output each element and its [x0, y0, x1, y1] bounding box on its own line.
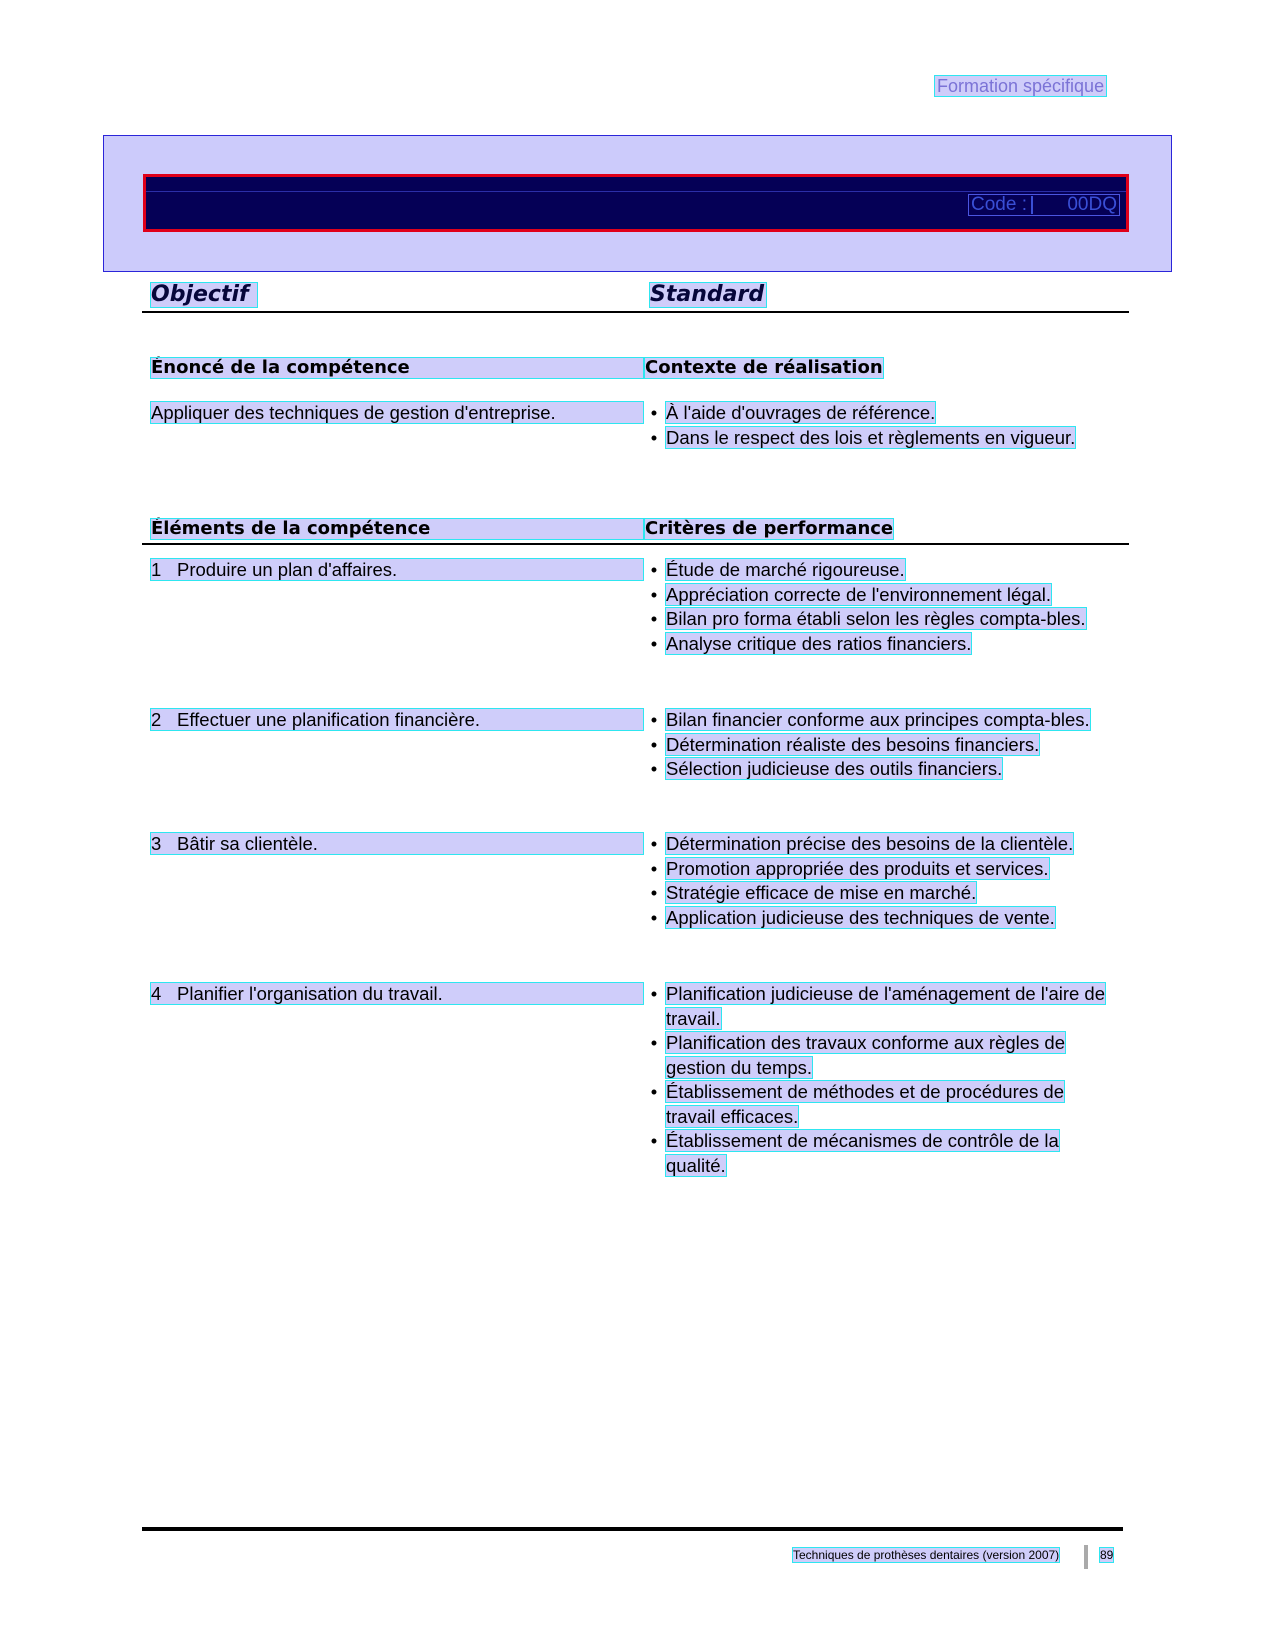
element-number: 1: [151, 559, 162, 580]
criterion-text: Étude de marché rigoureuse.: [666, 559, 905, 580]
running-header: Formation spécifique: [937, 76, 1105, 96]
criterion-text: Détermination réaliste des besoins financiers.: [666, 733, 1040, 755]
criterion-text: Bilan financier conforme aux principes compta-bles.: [666, 709, 1090, 730]
criteria-list: [644, 832, 1114, 930]
header-divider: [146, 191, 1126, 192]
criteria-list: [644, 708, 1114, 782]
bullet-icon: •: [650, 833, 658, 854]
bullet-icon: •: [650, 1081, 658, 1102]
bullet-icon: •: [650, 402, 658, 423]
criterion-text: Détermination précise des besoins de la clientèle.: [666, 833, 1074, 854]
criterion-item: [644, 857, 1114, 882]
element-item: [151, 983, 643, 1004]
element-label: Planifier l'organisation du travail.: [177, 983, 443, 1004]
bullet-icon: •: [650, 758, 658, 779]
criteria-list: [644, 558, 1114, 656]
bullet-icon: •: [650, 733, 658, 755]
criterion-item: [644, 757, 1114, 782]
contexte-heading: Contexte de réalisation: [645, 357, 883, 378]
code-separator: [1031, 196, 1033, 214]
element-label: Bâtir sa clientèle.: [177, 833, 318, 854]
bullet-icon: •: [650, 583, 658, 605]
code-field: [968, 194, 1120, 216]
element-item: [151, 833, 643, 854]
element-number: 3: [151, 833, 162, 854]
criterion-item: [644, 583, 1114, 608]
contexte-list: [644, 401, 1114, 450]
bullet-icon: •: [650, 1032, 658, 1053]
criterion-item: [644, 982, 1114, 1031]
bullet-icon: •: [650, 857, 658, 879]
criterion-text: Sélection judicieuse des outils financiers.: [666, 758, 1003, 779]
criterion-item: [644, 1080, 1114, 1129]
bullet-icon: •: [650, 559, 658, 580]
criterion-item: [644, 558, 1114, 583]
criterion-text: À l'aide d'ouvrages de référence.: [666, 402, 936, 423]
criterion-item: [644, 401, 1114, 426]
enonce-text: Appliquer des techniques de gestion d'entreprise.: [151, 402, 643, 423]
bullet-icon: •: [650, 906, 658, 928]
code-value: 00DQ: [1067, 194, 1117, 215]
criterion-text: Planification des travaux conforme aux règles de gestion du temps.: [666, 1032, 1065, 1078]
bullet-icon: •: [650, 608, 658, 629]
footer-text: Techniques de prothèses dentaires (version 2007): [793, 1548, 1060, 1562]
element-number: 2: [151, 709, 162, 730]
criterion-item: [644, 708, 1114, 733]
element-number: 4: [151, 983, 162, 1004]
criterion-item: [644, 906, 1114, 931]
element-item: [151, 709, 643, 730]
bullet-icon: •: [650, 426, 658, 448]
element-label: Effectuer une planification financière.: [177, 709, 481, 730]
bullet-icon: •: [650, 882, 658, 903]
criterion-item: [644, 426, 1114, 451]
criterion-item: [644, 1031, 1114, 1080]
page-number: 89: [1100, 1548, 1114, 1562]
criterion-text: Appréciation correcte de l'environnement légal.: [666, 583, 1052, 605]
bullet-icon: •: [650, 1130, 658, 1151]
criterion-item: [644, 881, 1114, 906]
criterion-item: [644, 632, 1114, 657]
criterion-text: Stratégie efficace de mise en marché.: [666, 882, 977, 903]
criterion-text: Analyse critique des ratios financiers.: [666, 632, 972, 654]
enonce-heading: Énoncé de la compétence: [151, 358, 643, 378]
footer-rule: [142, 1527, 1123, 1531]
element-label: Produire un plan d'affaires.: [177, 559, 398, 580]
element-item: [151, 559, 643, 580]
criterion-text: Établissement de méthodes et de procédures de travail efficaces.: [666, 1081, 1064, 1127]
criterion-text: Promotion appropriée des produits et services.: [666, 857, 1049, 879]
criterion-text: Dans le respect des lois et règlements en vigueur.: [666, 426, 1076, 448]
criterion-text: Établissement de mécanismes de contrôle de la qualité.: [666, 1130, 1059, 1176]
criterion-item: [644, 733, 1114, 758]
heading-objectif: Objectif: [151, 283, 257, 307]
criterion-text: Bilan pro forma établi selon les règles compta-bles.: [666, 608, 1086, 629]
criterion-item: [644, 1129, 1114, 1178]
heading-rule: [142, 311, 1129, 313]
elements-heading: Éléments de la compétence: [151, 519, 643, 539]
footer-separator: [1084, 1545, 1088, 1569]
code-label: Code :: [971, 194, 1027, 215]
criterion-text: Application judicieuse des techniques de vente.: [666, 906, 1055, 928]
criterion-item: [644, 607, 1114, 632]
bullet-icon: •: [650, 983, 658, 1004]
bullet-icon: •: [650, 709, 658, 730]
criteria-list: [644, 982, 1114, 1178]
elements-rule: [142, 543, 1129, 545]
criteres-heading: Critères de performance: [645, 518, 894, 539]
criterion-text: Planification judicieuse de l'aménagement de l'aire de travail.: [666, 983, 1106, 1029]
heading-standard: Standard: [650, 282, 765, 307]
bullet-icon: •: [650, 632, 658, 654]
criterion-item: [644, 832, 1114, 857]
